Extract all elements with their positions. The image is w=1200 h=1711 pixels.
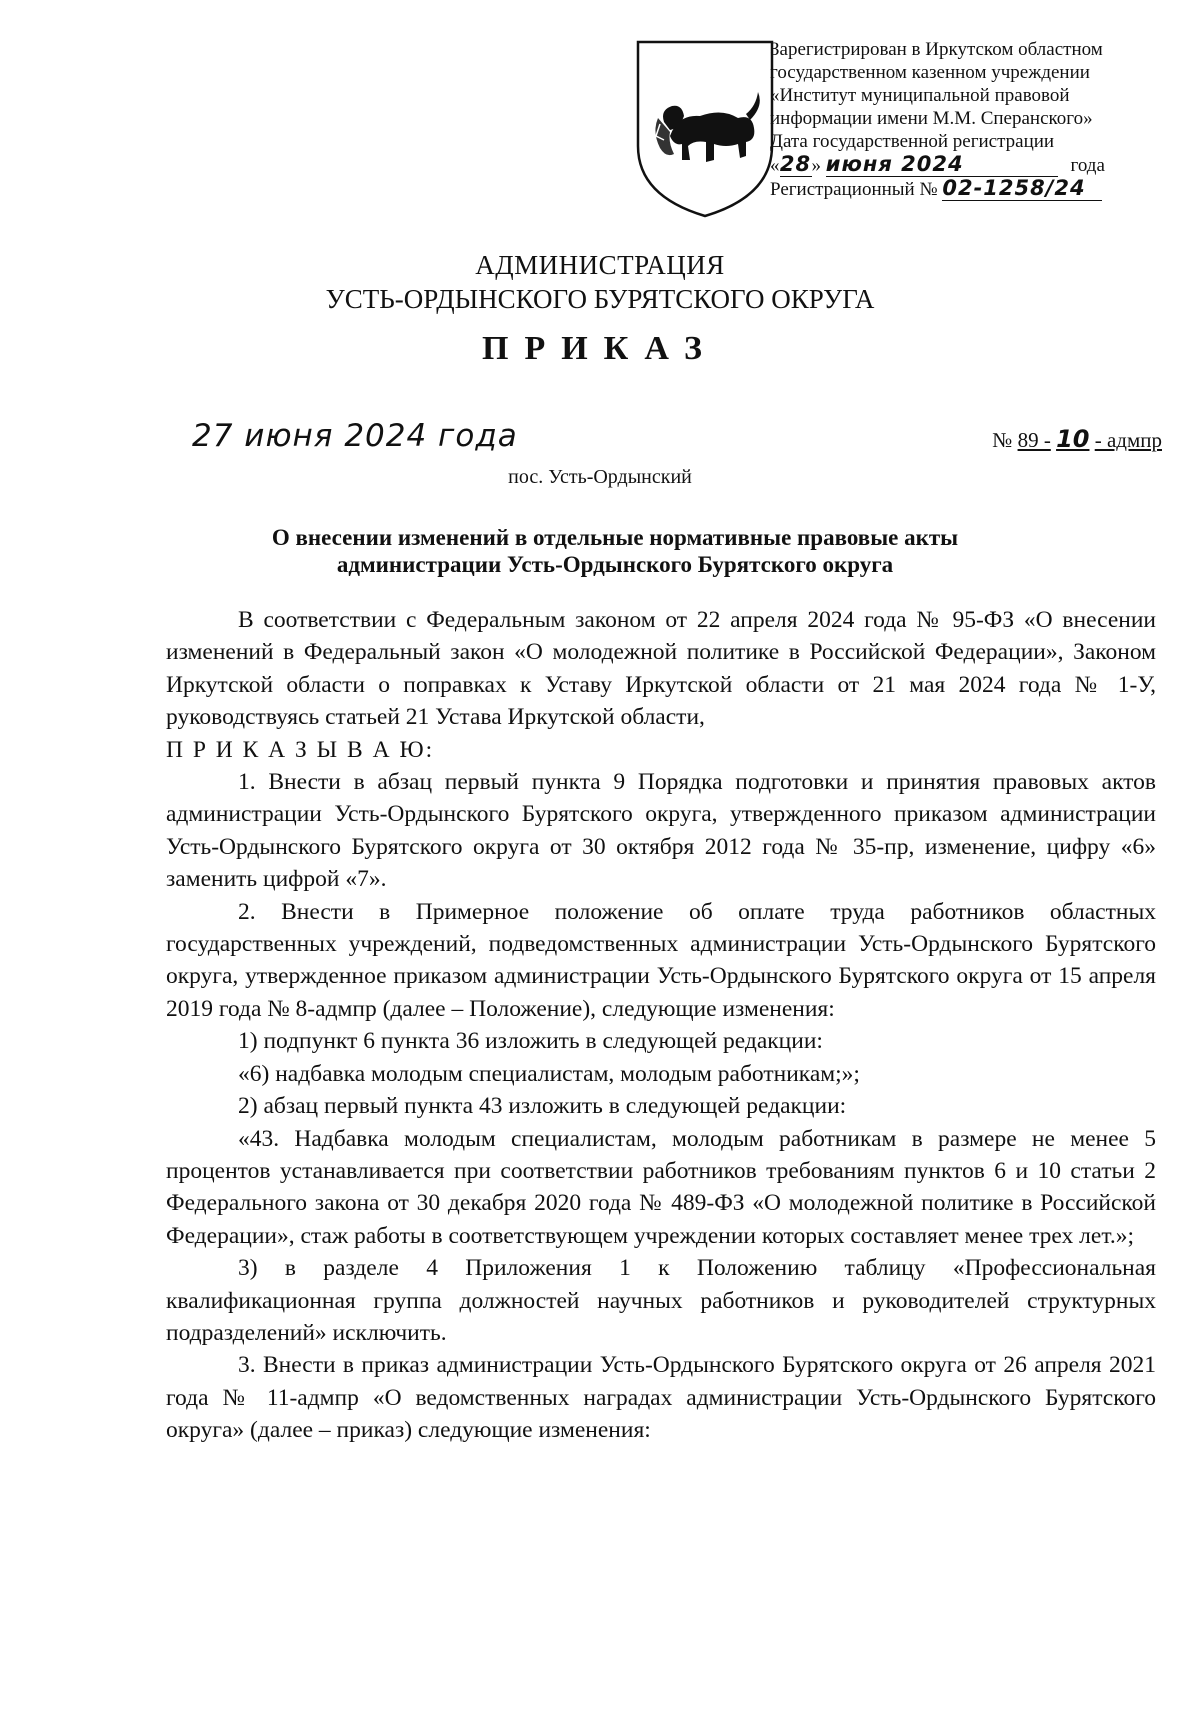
paragraph-preamble: В соответствии с Федеральным законом от 22 апреля 2024 года № 95-ФЗ «О внесении изменений в Федеральный закон «О молодежной политике в Российской Федерации», Законом Иркутской области о поправках к Уставу Иркутской области от 21 мая 2024 года № 1-У, руководствуясь статьей 21 Устава Иркутской области,: [166, 607, 1156, 731]
org-name-line1: АДМИНИСТРАЦИЯ: [475, 250, 725, 280]
registration-number: [770, 177, 1170, 201]
order-place: пос. Усть-Ордынский: [508, 466, 692, 488]
registration-line: Дата государственной регистрации: [770, 131, 1055, 152]
order-title: [150, 524, 1080, 578]
registration-year-suffix: года: [1070, 155, 1105, 176]
number-part2: 10: [1056, 425, 1090, 453]
order-date-handwritten: 27 июня 2024 года: [192, 418, 518, 454]
order-number: [992, 425, 1162, 453]
paragraph-item-1: 1. Внести в абзац первый пункта 9 Порядка подготовки и принятия правовых актов администрации Усть-Ордынского Бурятского округа, утвержденного приказом администрации Усть-Ордынского Бурятского округа от 30 октября 2012 года № 35-пр, изменение, цифру «6» заменить цифрой «7».: [166, 769, 1156, 893]
paragraph-sub-2: 2) абзац первый пункта 43 изложить в следующей редакции:: [238, 1093, 847, 1120]
paragraph-sub-1: 1) подпункт 6 пункта 36 изложить в следующей редакции:: [238, 1028, 823, 1055]
paragraph-item-3: 3. Внести в приказ администрации Усть-Ордынского Бурятского округа от 26 апреля 2021 года № 11-адмпр «О ведомственных наградах администрации Усть-Ордынского Бурятского округа» (далее – приказ) следующие изменения:: [166, 1352, 1156, 1444]
paragraph-quote-43: «43. Надбавка молодым специалистам, молодым работникам в размере не менее 5 процентов устанавливается при соответствии работников требованиям пунктов 6 и 10 статьи 2 Федерального закона от 30 декабря 2020 года № 489-ФЗ «О молодежной политике в Российской Федерации», стаж работы в соответствующем учреждении которых составляет менее трех лет.»;: [166, 1125, 1156, 1249]
number-part1: 89 -: [1017, 428, 1051, 452]
registration-month-year: июня 2024: [826, 153, 1058, 177]
number-part3: - адмпр: [1094, 428, 1162, 452]
regnum-label: Регистрационный №: [770, 179, 938, 200]
registration-line: Зарегистрирован в Иркутском областном: [770, 39, 1103, 60]
number-sign: №: [992, 428, 1013, 452]
date-quote-open: «: [770, 155, 780, 176]
coat-of-arms-icon: [630, 36, 780, 221]
order-body: [166, 604, 1156, 1447]
registration-day: 28: [779, 152, 812, 176]
registration-line: «Институт муниципальной правовой: [770, 85, 1070, 106]
paragraph-sub-3: 3) в разделе 4 Приложения 1 к Положению таблицу «Профессиональная квалификационная группа должностей научных работников и руководителей структурных подразделений» исключить.: [166, 1255, 1156, 1346]
paragraph-quote-6: «6) надбавка молодым специалистам, молодым работникам;»;: [238, 1060, 860, 1087]
document-type: ПРИКАЗ: [482, 330, 718, 367]
org-name-line2: УСТЬ-ОРДЫНСКОГО БУРЯТСКОГО ОКРУГА: [325, 284, 875, 314]
registration-block: [770, 38, 1170, 201]
registration-line: государственном казенном учреждении: [770, 62, 1090, 83]
order-directive: П Р И К А З Ы В А Ю:: [166, 736, 435, 763]
regnum-value: 02-1258/24: [942, 177, 1102, 201]
paragraph-item-2: 2. Внести в Примерное положение об оплате труда работников областных государственных учреждений, подведомственных администрации Усть-Ордынского Бурятского округа, утвержденное приказом администрации Усть-Ордынского Бурятского округа от 15 апреля 2019 года № 8-адмпр (далее – Положение), следующие изменения:: [166, 898, 1156, 1022]
registration-line: информации имени М.М. Сперанского»: [770, 108, 1093, 129]
date-quote-close: »: [811, 155, 821, 176]
registration-date: [770, 153, 1170, 177]
order-title-line1: О внесении изменений в отдельные нормативные правовые акты: [271, 525, 959, 550]
order-title-line2: администрации Усть-Ордынского Бурятского округа: [336, 552, 894, 577]
